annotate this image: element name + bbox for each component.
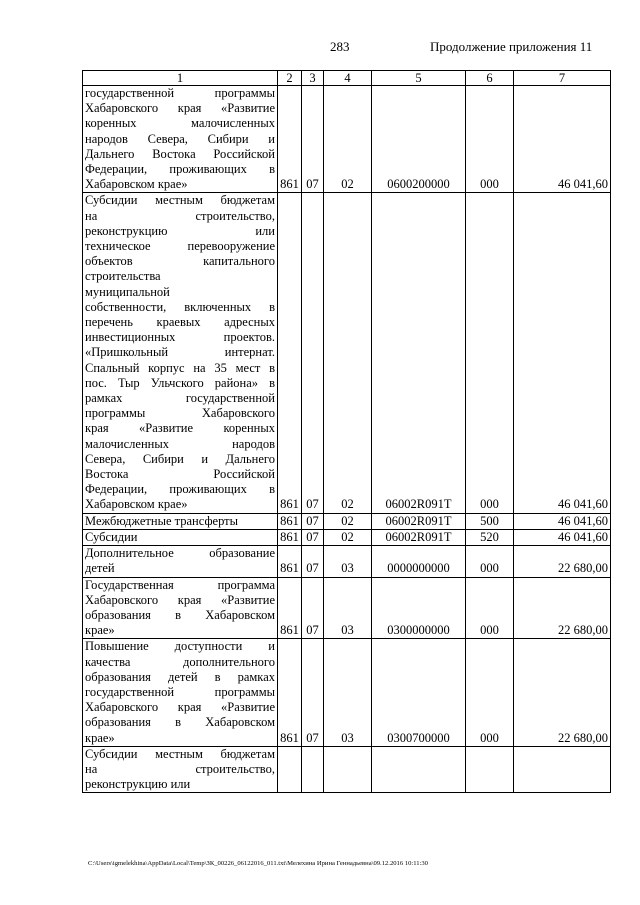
code-grbs: 861 <box>278 639 302 746</box>
row-description <box>83 577 278 639</box>
table-row <box>83 529 611 545</box>
code-subsection: 03 <box>324 577 372 639</box>
amount <box>514 746 611 793</box>
code-section: 07 <box>302 513 324 529</box>
description-line: коренных малочисленных <box>85 116 275 131</box>
row-description <box>83 86 278 193</box>
description-line: инвестиционных проектов. <box>85 330 275 345</box>
row-description <box>83 639 278 746</box>
description-line: Федерации, проживающих в <box>85 482 275 497</box>
description-line: Субсидии <box>85 529 138 544</box>
code-expense-type: 520 <box>466 529 514 545</box>
code-section: 07 <box>302 193 324 513</box>
code-grbs: 861 <box>278 86 302 193</box>
description-line: Хабаровском крае» <box>85 177 188 192</box>
table-row <box>83 639 611 746</box>
description-line: Субсидии местным бюджетам <box>85 193 275 208</box>
description-line: образования в Хабаровском <box>85 715 275 730</box>
code-subsection: 02 <box>324 193 372 513</box>
description-line: качества дополнительного <box>85 654 275 669</box>
description-line: Государственная программа <box>85 577 275 592</box>
description-line: образования в Хабаровском <box>85 607 275 622</box>
description-line: крае» <box>85 623 115 638</box>
description-line: перечень краевых адресных <box>85 315 275 330</box>
code-target-article <box>372 746 466 793</box>
code-subsection: 03 <box>324 639 372 746</box>
description-line: программы Хабаровского <box>85 406 275 421</box>
code-target-article: 0300700000 <box>372 639 466 746</box>
column-header: 4 <box>324 71 372 86</box>
description-line: Хабаровского края «Развитие <box>85 101 275 116</box>
amount: 22 680,00 <box>514 577 611 639</box>
amount: 22 680,00 <box>514 546 611 577</box>
description-line: рамках государственной <box>85 391 275 406</box>
description-line: Межбюджетные трансферты <box>85 513 239 528</box>
amount: 22 680,00 <box>514 639 611 746</box>
code-grbs: 861 <box>278 546 302 577</box>
description-line: Востока Российской <box>85 467 275 482</box>
description-line: Хабаровском крае» <box>85 497 188 512</box>
code-expense-type <box>466 746 514 793</box>
description-line: на строительство, <box>85 208 275 223</box>
description-line: детей <box>85 561 115 576</box>
footer-file-path: C:\Users\igmelekhina\AppData\Local\Temp\ЗК_00226_06122016_011.txt\Мелехина Ирина Геннадьевна\09.12.2016 10:11:30 <box>88 860 428 867</box>
budget-table <box>82 70 611 793</box>
code-subsection <box>324 746 372 793</box>
description-line: государственной программы <box>85 86 275 100</box>
column-header: 5 <box>372 71 466 86</box>
description-line: Хабаровского края «Развитие <box>85 700 275 715</box>
description-line: малочисленных народов <box>85 436 275 451</box>
column-header: 1 <box>83 71 278 86</box>
table-row <box>83 746 611 793</box>
code-section: 07 <box>302 546 324 577</box>
row-description <box>83 529 278 545</box>
table-header-row <box>83 71 611 86</box>
description-line: Спальный корпус на 35 мест в <box>85 360 275 375</box>
code-target-article: 06002R091T <box>372 513 466 529</box>
code-grbs: 861 <box>278 577 302 639</box>
code-target-article: 0600200000 <box>372 86 466 193</box>
table-row <box>83 546 611 577</box>
description-line: Хабаровского края «Развитие <box>85 592 275 607</box>
code-grbs: 861 <box>278 193 302 513</box>
code-expense-type: 500 <box>466 513 514 529</box>
code-expense-type: 000 <box>466 193 514 513</box>
code-subsection: 03 <box>324 546 372 577</box>
code-section: 07 <box>302 86 324 193</box>
description-line: Севера, Сибири и Дальнего <box>85 451 275 466</box>
description-line: реконструкцию или <box>85 777 191 792</box>
description-line: образования детей в рамках <box>85 669 275 684</box>
page-number: 283 <box>330 39 350 54</box>
column-header: 3 <box>302 71 324 86</box>
table-row <box>83 193 611 513</box>
description-line: Дополнительное образование <box>85 546 275 561</box>
description-line: техническое перевооружение <box>85 239 275 254</box>
column-header: 7 <box>514 71 611 86</box>
description-line: строительства <box>85 269 161 284</box>
code-subsection: 02 <box>324 529 372 545</box>
code-expense-type: 000 <box>466 639 514 746</box>
code-subsection: 02 <box>324 513 372 529</box>
table-row <box>83 86 611 193</box>
continuation-label: Продолжение приложения 11 <box>430 39 593 54</box>
description-line: объектов капитального <box>85 254 275 269</box>
description-line: муниципальной <box>85 284 170 299</box>
code-section <box>302 746 324 793</box>
row-description <box>83 546 278 577</box>
description-line: на строительство, <box>85 761 275 776</box>
amount: 46 041,60 <box>514 193 611 513</box>
description-line: края «Развитие коренных <box>85 421 275 436</box>
code-grbs: 861 <box>278 529 302 545</box>
description-line: пос. Тыр Ульчского района» в <box>85 375 275 390</box>
code-section: 07 <box>302 529 324 545</box>
description-line: государственной программы <box>85 684 275 699</box>
column-header: 2 <box>278 71 302 86</box>
code-expense-type: 000 <box>466 546 514 577</box>
description-line: крае» <box>85 730 115 745</box>
code-target-article: 0000000000 <box>372 546 466 577</box>
table-row <box>83 513 611 529</box>
code-expense-type: 000 <box>466 577 514 639</box>
code-target-article: 0300000000 <box>372 577 466 639</box>
description-line: собственности, включенных в <box>85 299 275 314</box>
code-section: 07 <box>302 577 324 639</box>
code-target-article: 06002R091T <box>372 193 466 513</box>
code-subsection: 02 <box>324 86 372 193</box>
row-description <box>83 513 278 529</box>
row-description <box>83 193 278 513</box>
column-header: 6 <box>466 71 514 86</box>
table-row <box>83 577 611 639</box>
description-line: Дальнего Востока Российской <box>85 146 275 161</box>
code-expense-type: 000 <box>466 86 514 193</box>
description-line: Федерации, проживающих в <box>85 162 275 177</box>
description-line: Субсидии местным бюджетам <box>85 746 275 761</box>
amount: 46 041,60 <box>514 529 611 545</box>
description-line: «Пришкольный интернат. <box>85 345 275 360</box>
code-grbs <box>278 746 302 793</box>
code-section: 07 <box>302 639 324 746</box>
description-line: реконструкцию или <box>85 223 275 238</box>
amount: 46 041,60 <box>514 513 611 529</box>
description-line: народов Севера, Сибири и <box>85 131 275 146</box>
code-target-article: 06002R091T <box>372 529 466 545</box>
description-line: Повышение доступности и <box>85 639 275 654</box>
row-description <box>83 746 278 793</box>
code-grbs: 861 <box>278 513 302 529</box>
amount: 46 041,60 <box>514 86 611 193</box>
